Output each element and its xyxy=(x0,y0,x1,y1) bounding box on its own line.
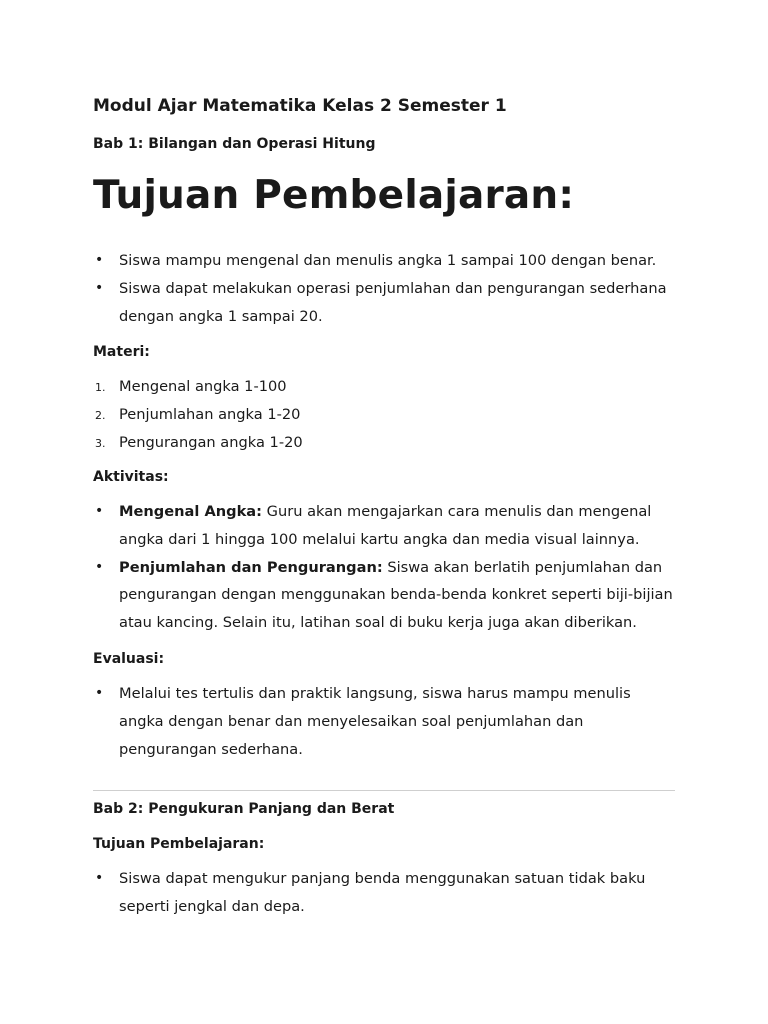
chapter1-goals-heading: Tujuan Pembelajaran: xyxy=(93,173,575,218)
chapter2-goals-heading: Tujuan Pembelajaran: xyxy=(93,836,265,852)
materials-heading: Materi: xyxy=(93,344,150,360)
activity-text: Siswa akan berlatih penjumlahan dan pengurangan dengan menggunakan benda-benda konkret seperti biji-bijian atau kancing. Selain itu, latihan soal di buku kerja juga akan diberikan. xyxy=(119,558,673,632)
bullet-icon: • xyxy=(95,503,104,519)
bullet-icon: • xyxy=(95,279,104,296)
evaluation-heading: Evaluasi: xyxy=(93,651,165,667)
activity-label: Penjumlahan dan Pengurangan: xyxy=(119,558,383,576)
item-number: 2. xyxy=(95,408,106,422)
document-title: Modul Ajar Matematika Kelas 2 Semester 1 xyxy=(93,96,507,116)
activity-text: Guru akan mengajarkan cara menulis dan mengenal angka dari 1 hingga 100 melalui kartu angka dan media visual lainnya. xyxy=(119,503,652,548)
list-item xyxy=(93,401,675,429)
item-number: 3. xyxy=(95,436,106,450)
goal-text: Siswa dapat mengukur panjang benda menggunakan satuan tidak baku seperti jengkal dan depa. xyxy=(119,870,646,915)
bullet-icon: • xyxy=(95,685,104,701)
bullet-icon: • xyxy=(95,252,104,268)
list-item xyxy=(93,247,675,275)
list-item xyxy=(93,554,675,637)
list-item xyxy=(93,429,675,457)
chapter2-heading: Bab 2: Pengukuran Panjang dan Berat xyxy=(93,801,395,817)
chapter1-heading: Bab 1: Bilangan dan Operasi Hitung xyxy=(93,136,376,152)
material-text: Mengenal angka 1-100 xyxy=(119,378,287,395)
list-item xyxy=(93,373,675,401)
material-text: Penjumlahan angka 1-20 xyxy=(119,405,301,423)
evaluation-text: Melalui tes tertulis dan praktik langsung, siswa harus mampu menulis angka dengan benar dan menyelesaikan soal penjumlahan dan pengurangan sederhana. xyxy=(119,685,631,758)
section-divider xyxy=(93,790,675,791)
materials-list xyxy=(93,373,675,456)
goal-text: Siswa mampu mengenal dan menulis angka 1 sampai 100 dengan benar. xyxy=(119,252,657,269)
goal-text: Siswa dapat melakukan operasi penjumlahan dan pengurangan sederhana dengan angka 1 sampai 20. xyxy=(119,279,667,325)
bullet-icon: • xyxy=(95,558,104,575)
bullet-icon: • xyxy=(95,870,104,886)
activities-list xyxy=(93,498,675,637)
item-number: 1. xyxy=(95,381,106,394)
list-item xyxy=(93,680,675,763)
chapter1-goals-list xyxy=(93,247,675,330)
list-item xyxy=(93,498,675,554)
activity-label: Mengenal Angka: xyxy=(119,503,262,520)
chapter2-goals-list xyxy=(93,865,675,921)
evaluation-list xyxy=(93,680,675,763)
list-item xyxy=(93,275,675,331)
list-item xyxy=(93,865,675,921)
material-text: Pengurangan angka 1-20 xyxy=(119,433,303,451)
activities-heading: Aktivitas: xyxy=(93,469,169,485)
